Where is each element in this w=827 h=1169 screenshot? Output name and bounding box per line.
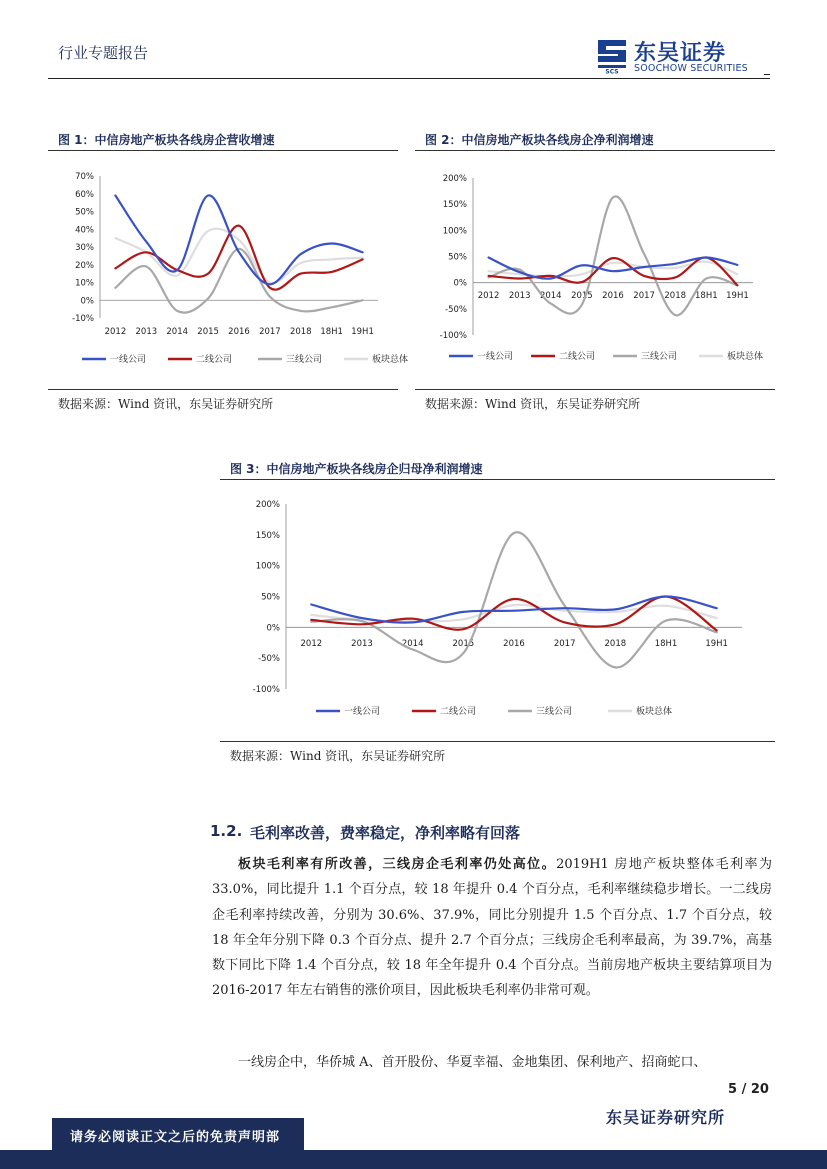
chart-1-ytick-label: 10% — [75, 278, 94, 289]
chart-2-xtick-label: 19H1 — [726, 291, 749, 301]
chart-2-ytick-label: 150% — [442, 200, 467, 211]
chart-3-ytick-label: -100% — [252, 685, 280, 695]
figure-3-chart — [220, 492, 775, 732]
chart-2-ytick-label: 0% — [453, 278, 467, 289]
chart-1-xtick-label: 2015 — [197, 327, 219, 337]
company-logo — [596, 36, 766, 76]
chart-1-legend-label: 三线公司 — [286, 355, 323, 365]
chart-1-ytick-label: 60% — [75, 189, 94, 200]
chart-3-xtick-label: 19H1 — [705, 639, 728, 649]
chart-3-ytick-label: 100% — [255, 561, 280, 572]
figure-2-title: 图 2：中信房地产板块各线房企净利润增速 — [425, 133, 654, 147]
page-number: 5 / 20 — [728, 1082, 769, 1097]
chart-2-xtick-label: 2014 — [539, 291, 562, 301]
figure-3-top-rule — [220, 479, 775, 480]
chart-2-xtick-label: 2013 — [508, 291, 531, 301]
figure-2-chart — [415, 164, 775, 374]
chart-1-xtick-label: 18H1 — [320, 327, 343, 337]
chart-3-ytick-label: 50% — [261, 592, 280, 603]
logo-mark-text: SCS — [605, 68, 619, 74]
chart-3-xtick-label: 2012 — [300, 639, 323, 649]
chart-3-ytick-label: 0% — [266, 623, 280, 634]
chart-3-ytick-label: -50% — [258, 654, 280, 665]
footer-org-name: 东吴证券研究所 — [606, 1108, 726, 1127]
chart-2-xtick-label: 2016 — [602, 291, 624, 301]
figure-1-top-rule — [48, 150, 398, 151]
figure-3-title: 图 3：中信房地产板块各线房企归母净利润增速 — [230, 462, 483, 476]
chart-1-xtick-label: 19H1 — [351, 327, 374, 337]
header-divider-tick — [764, 74, 770, 75]
paragraph-1-text: 2019H1 房地产板块整体毛利率为 33.0%，同比提升 1.1 个百分点，较 18 年提升 0.4 个百分点，毛利率继续稳步增长。一二线房企毛利率持续改善，分别为 30.6%、37.9%，同比分别提升 1.5 个百分点、1.7 个百分点，较 18 年全年分别下降 0.3 个百分点、提升 2.7 个百分点；三线房企毛利率最高，为 39.7%，高基数下同比下降 1.4 个百分点，较 18 年全年提升 0.4 个百分点。当前房地产板块主要结算项目为 2016-2017 年左右销售的涨价项目，因此板块毛利率仍非常可观。 — [212, 857, 772, 999]
chart-1-xtick-label: 2018 — [289, 327, 312, 337]
chart-2-xtick-label: 2017 — [633, 291, 655, 301]
chart-3-legend-label: 板块总体 — [636, 707, 673, 717]
chart-1-xtick-label: 2012 — [104, 327, 127, 337]
chart-3-xtick-label: 2015 — [452, 639, 475, 649]
chart-2-ytick-label: 200% — [442, 174, 467, 184]
chart-1-ytick-label: 40% — [75, 225, 94, 236]
figure-3-source: 数据来源：Wind 资讯，东吴证券研究所 — [230, 749, 446, 763]
figure-1-chart — [48, 164, 409, 374]
chart-2-ytick-label: 100% — [442, 226, 467, 237]
figure-2-source: 数据来源：Wind 资讯，东吴证券研究所 — [425, 397, 641, 411]
chart-3-legend-label: 三线公司 — [536, 707, 573, 717]
report-type-label: 行业专题报告 — [58, 44, 149, 62]
chart-1-ytick-label: 0% — [80, 296, 94, 307]
chart-2-legend-label: 板块总体 — [727, 352, 764, 362]
chart-2-xtick-label: 2012 — [477, 291, 500, 301]
chart-3-ytick-label: 200% — [255, 500, 280, 510]
chart-1-ytick-label: 70% — [75, 172, 94, 182]
chart-2-xtick-label: 2015 — [571, 291, 593, 301]
chart-3-legend-label: 一线公司 — [344, 707, 381, 717]
footer-disclaimer: 请务必阅读正文之后的免责声明部 — [70, 1130, 281, 1145]
logo-english-name: SOOCHOW SECURITIES — [634, 63, 748, 74]
chart-3-xtick-label: 2018 — [604, 639, 627, 649]
chart-1-ytick-label: 50% — [75, 207, 94, 218]
chart-1-series-line — [115, 229, 362, 283]
chart-2-ytick-label: 50% — [448, 252, 467, 263]
chart-3-xtick-label: 2013 — [351, 639, 373, 649]
figure-2-top-rule — [415, 150, 775, 151]
chart-3-xtick-label: 2016 — [503, 639, 525, 649]
paragraph-1-lead: 板块毛利率有所改善，三线房企毛利率仍处高位。 — [238, 857, 557, 872]
chart-1-xtick-label: 2013 — [135, 327, 158, 337]
chart-3-xtick-label: 18H1 — [654, 639, 678, 649]
section-title: 毛利率改善，费率稳定，净利率略有回落 — [250, 824, 521, 842]
chart-2-ytick-label: -100% — [439, 331, 467, 341]
figure-2-bottom-rule — [415, 389, 775, 390]
chart-1-ytick-label: 30% — [75, 243, 94, 253]
chart-2-ytick-label: -50% — [445, 304, 467, 315]
body-paragraph-1 — [212, 852, 772, 1004]
chart-3-xtick-label: 2017 — [553, 639, 576, 649]
logo-mark-icon — [596, 36, 630, 74]
chart-3-legend-label: 二线公司 — [440, 707, 477, 717]
chart-2-xtick-label: 2018 — [664, 291, 687, 301]
section-number: 1.2. — [210, 822, 243, 840]
logo-chinese-name: 东吴证券 — [634, 41, 727, 66]
chart-1-ytick-label: 20% — [75, 260, 94, 271]
chart-2-xtick-label: 18H1 — [695, 291, 718, 301]
chart-1-xtick-label: 2016 — [228, 327, 250, 337]
chart-1-legend-label: 二线公司 — [196, 355, 233, 365]
chart-1-xtick-label: 2014 — [166, 327, 189, 337]
footer-bar — [0, 1150, 827, 1169]
figure-3-bottom-rule — [220, 741, 775, 742]
chart-1-legend-label: 板块总体 — [372, 355, 409, 365]
figure-1-source: 数据来源：Wind 资讯，东吴证券研究所 — [58, 397, 274, 411]
chart-2-legend-label: 一线公司 — [477, 352, 514, 362]
figure-1-title: 图 1：中信房地产板块各线房企营收增速 — [58, 133, 275, 147]
chart-1-legend-label: 一线公司 — [110, 355, 147, 365]
chart-3-xtick-label: 2014 — [401, 639, 424, 649]
chart-2-legend-label: 三线公司 — [641, 352, 678, 362]
chart-3-series-line — [311, 596, 716, 622]
header-divider — [48, 78, 770, 79]
figure-1-bottom-rule — [48, 389, 398, 390]
chart-1-ytick-label: -10% — [72, 314, 94, 324]
chart-3-ytick-label: 150% — [255, 530, 280, 541]
body-paragraph-2: 一线房企中，华侨城 A、首开股份、华夏幸福、金地集团、保利地产、招商蛇口、 — [238, 1055, 707, 1070]
chart-1-xtick-label: 2017 — [259, 327, 281, 337]
chart-2-legend-label: 二线公司 — [559, 352, 596, 362]
